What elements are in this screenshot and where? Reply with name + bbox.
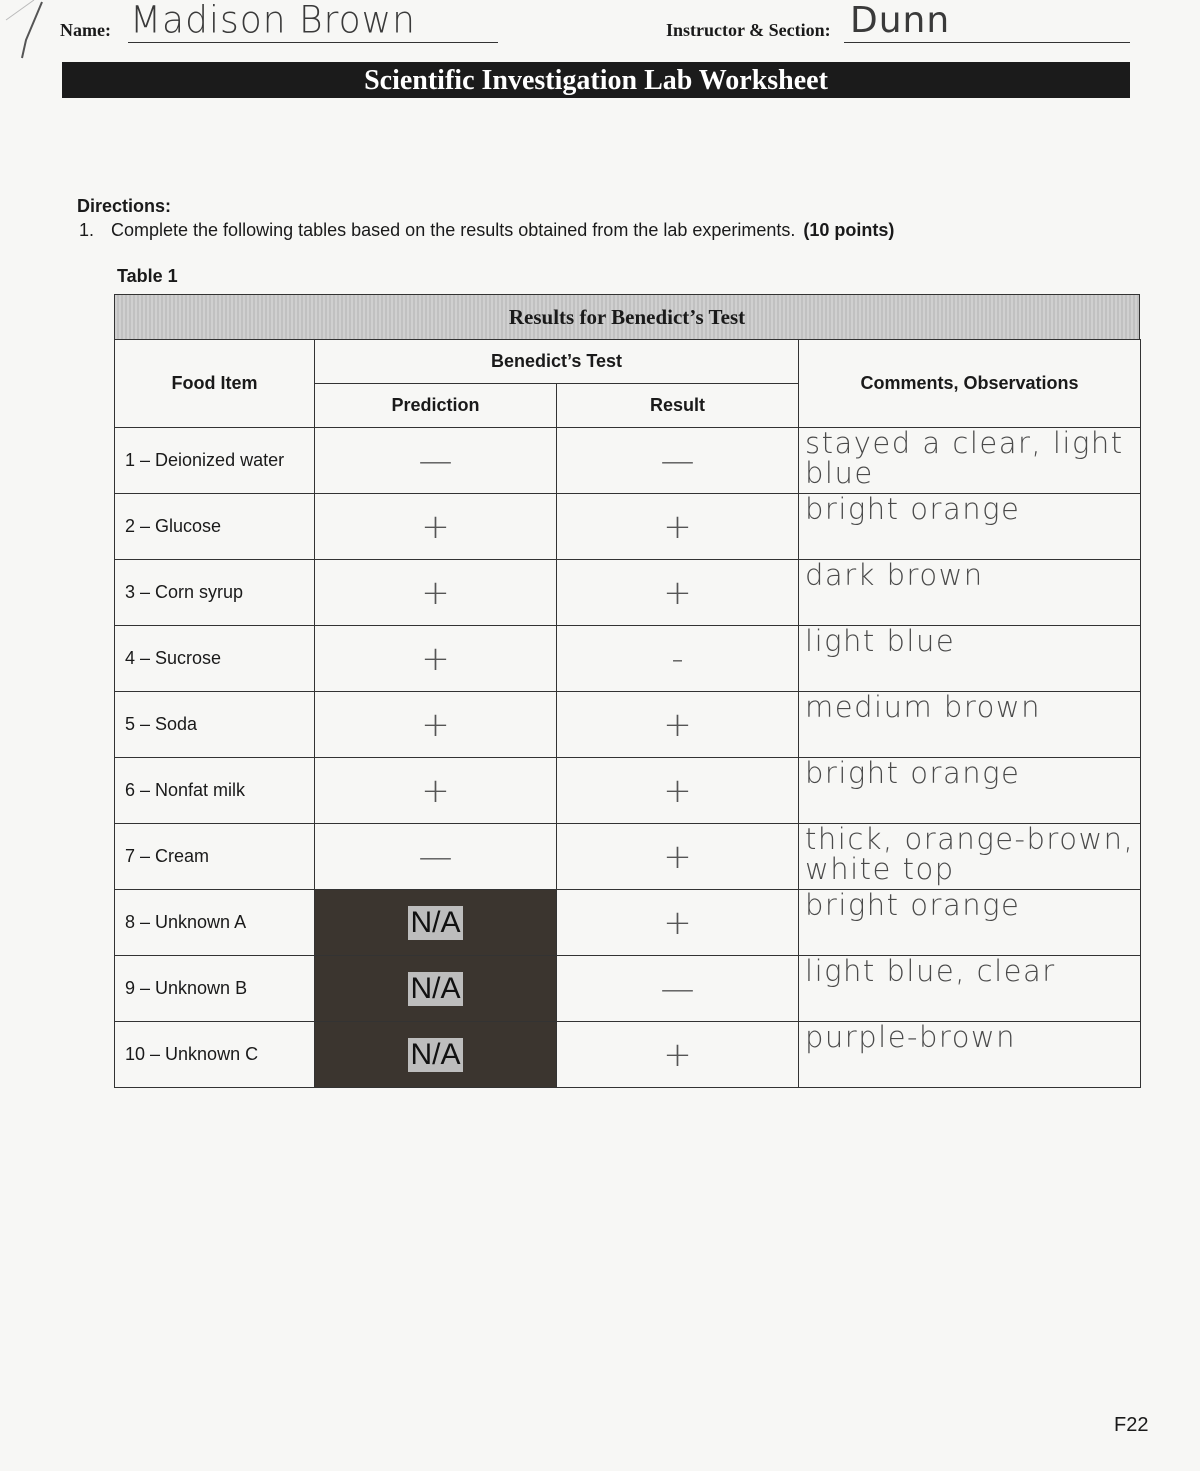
- instruction-points: (10 points): [803, 220, 895, 240]
- food-item-cell: 5 – Soda: [115, 692, 315, 758]
- prediction-cell: +: [315, 494, 557, 560]
- table-row: [115, 824, 1141, 890]
- prediction-cell: +: [315, 758, 557, 824]
- prediction-cell: +: [315, 560, 557, 626]
- instruction-text: Complete the following tables based on the results obtained from the lab experiments.: [111, 220, 796, 240]
- result-cell: +: [557, 692, 799, 758]
- observation-cell: bright orange: [799, 758, 1141, 824]
- name-line: [128, 42, 498, 43]
- directions-heading: Directions:: [77, 196, 172, 216]
- observation-cell: light blue, clear: [799, 956, 1141, 1022]
- result-cell: +: [557, 560, 799, 626]
- observation-cell: light blue: [799, 626, 1141, 692]
- instructor-line: [844, 42, 1130, 43]
- column-header-food-item: Food Item: [115, 340, 315, 428]
- table-label: Table 1: [117, 266, 178, 286]
- food-item-cell: 9 – Unknown B: [115, 956, 315, 1022]
- table-row: [115, 494, 1141, 560]
- food-item-cell: 2 – Glucose: [115, 494, 315, 560]
- food-item-cell: 3 – Corn syrup: [115, 560, 315, 626]
- table-row: [115, 428, 1141, 494]
- result-cell: —: [557, 956, 799, 1022]
- table-row: [115, 890, 1141, 956]
- table-row: [115, 758, 1141, 824]
- prediction-cell: +: [315, 626, 557, 692]
- result-cell: +: [557, 890, 799, 956]
- observation-cell: stayed a clear, light blue: [799, 428, 1141, 494]
- food-item-cell: 4 – Sucrose: [115, 626, 315, 692]
- table-row: [115, 692, 1141, 758]
- header: [60, 0, 1130, 46]
- prediction-cell: +: [315, 692, 557, 758]
- observation-cell: bright orange: [799, 890, 1141, 956]
- result-cell: +: [557, 494, 799, 560]
- instruction-number: 1.: [79, 220, 95, 240]
- table-row: [115, 1022, 1141, 1088]
- observation-cell: dark brown: [799, 560, 1141, 626]
- worksheet-title: Scientific Investigation Lab Worksheet: [62, 62, 1130, 98]
- food-item-cell: 8 – Unknown A: [115, 890, 315, 956]
- observation-cell: thick, orange-brown, white top: [799, 824, 1141, 890]
- food-item-cell: 1 – Deionized water: [115, 428, 315, 494]
- food-item-cell: 10 – Unknown C: [115, 1022, 315, 1088]
- instruction-item: [79, 220, 894, 241]
- observation-cell: medium brown: [799, 692, 1141, 758]
- prediction-cell-blocked: [315, 956, 557, 1022]
- instructor-value: Dunn: [850, 0, 951, 41]
- prediction-cell: —: [315, 824, 557, 890]
- benedicts-results-table: [114, 294, 1140, 1088]
- table-row: [115, 626, 1141, 692]
- result-cell: +: [557, 1022, 799, 1088]
- prediction-cell-blocked: [315, 1022, 557, 1088]
- food-item-cell: 6 – Nonfat milk: [115, 758, 315, 824]
- instructor-label: Instructor & Section:: [666, 20, 831, 40]
- result-cell: +: [557, 758, 799, 824]
- prediction-cell: —: [315, 428, 557, 494]
- prediction-cell-blocked: [315, 890, 557, 956]
- na-label: N/A: [410, 905, 461, 939]
- na-label: N/A: [410, 971, 461, 1005]
- table-caption: Results for Benedict’s Test: [114, 294, 1140, 339]
- food-item-cell: 7 – Cream: [115, 824, 315, 890]
- observation-cell: purple-brown: [799, 1022, 1141, 1088]
- column-header-result: Result: [557, 384, 799, 428]
- result-cell: —: [557, 428, 799, 494]
- na-label: N/A: [410, 1037, 461, 1071]
- pen-stroke-mark: [4, 0, 44, 60]
- result-cell: +: [557, 824, 799, 890]
- result-cell: -: [557, 626, 799, 692]
- name-label: Name:: [60, 20, 111, 40]
- table-row: [115, 956, 1141, 1022]
- table-row: [115, 560, 1141, 626]
- page-code: F22: [1114, 1414, 1149, 1436]
- column-header-comments: Comments, Observations: [799, 340, 1141, 428]
- column-header-benedicts-test: Benedict’s Test: [315, 340, 799, 384]
- name-value: Madison Brown: [130, 0, 416, 43]
- observation-cell: bright orange: [799, 494, 1141, 560]
- column-header-prediction: Prediction: [315, 384, 557, 428]
